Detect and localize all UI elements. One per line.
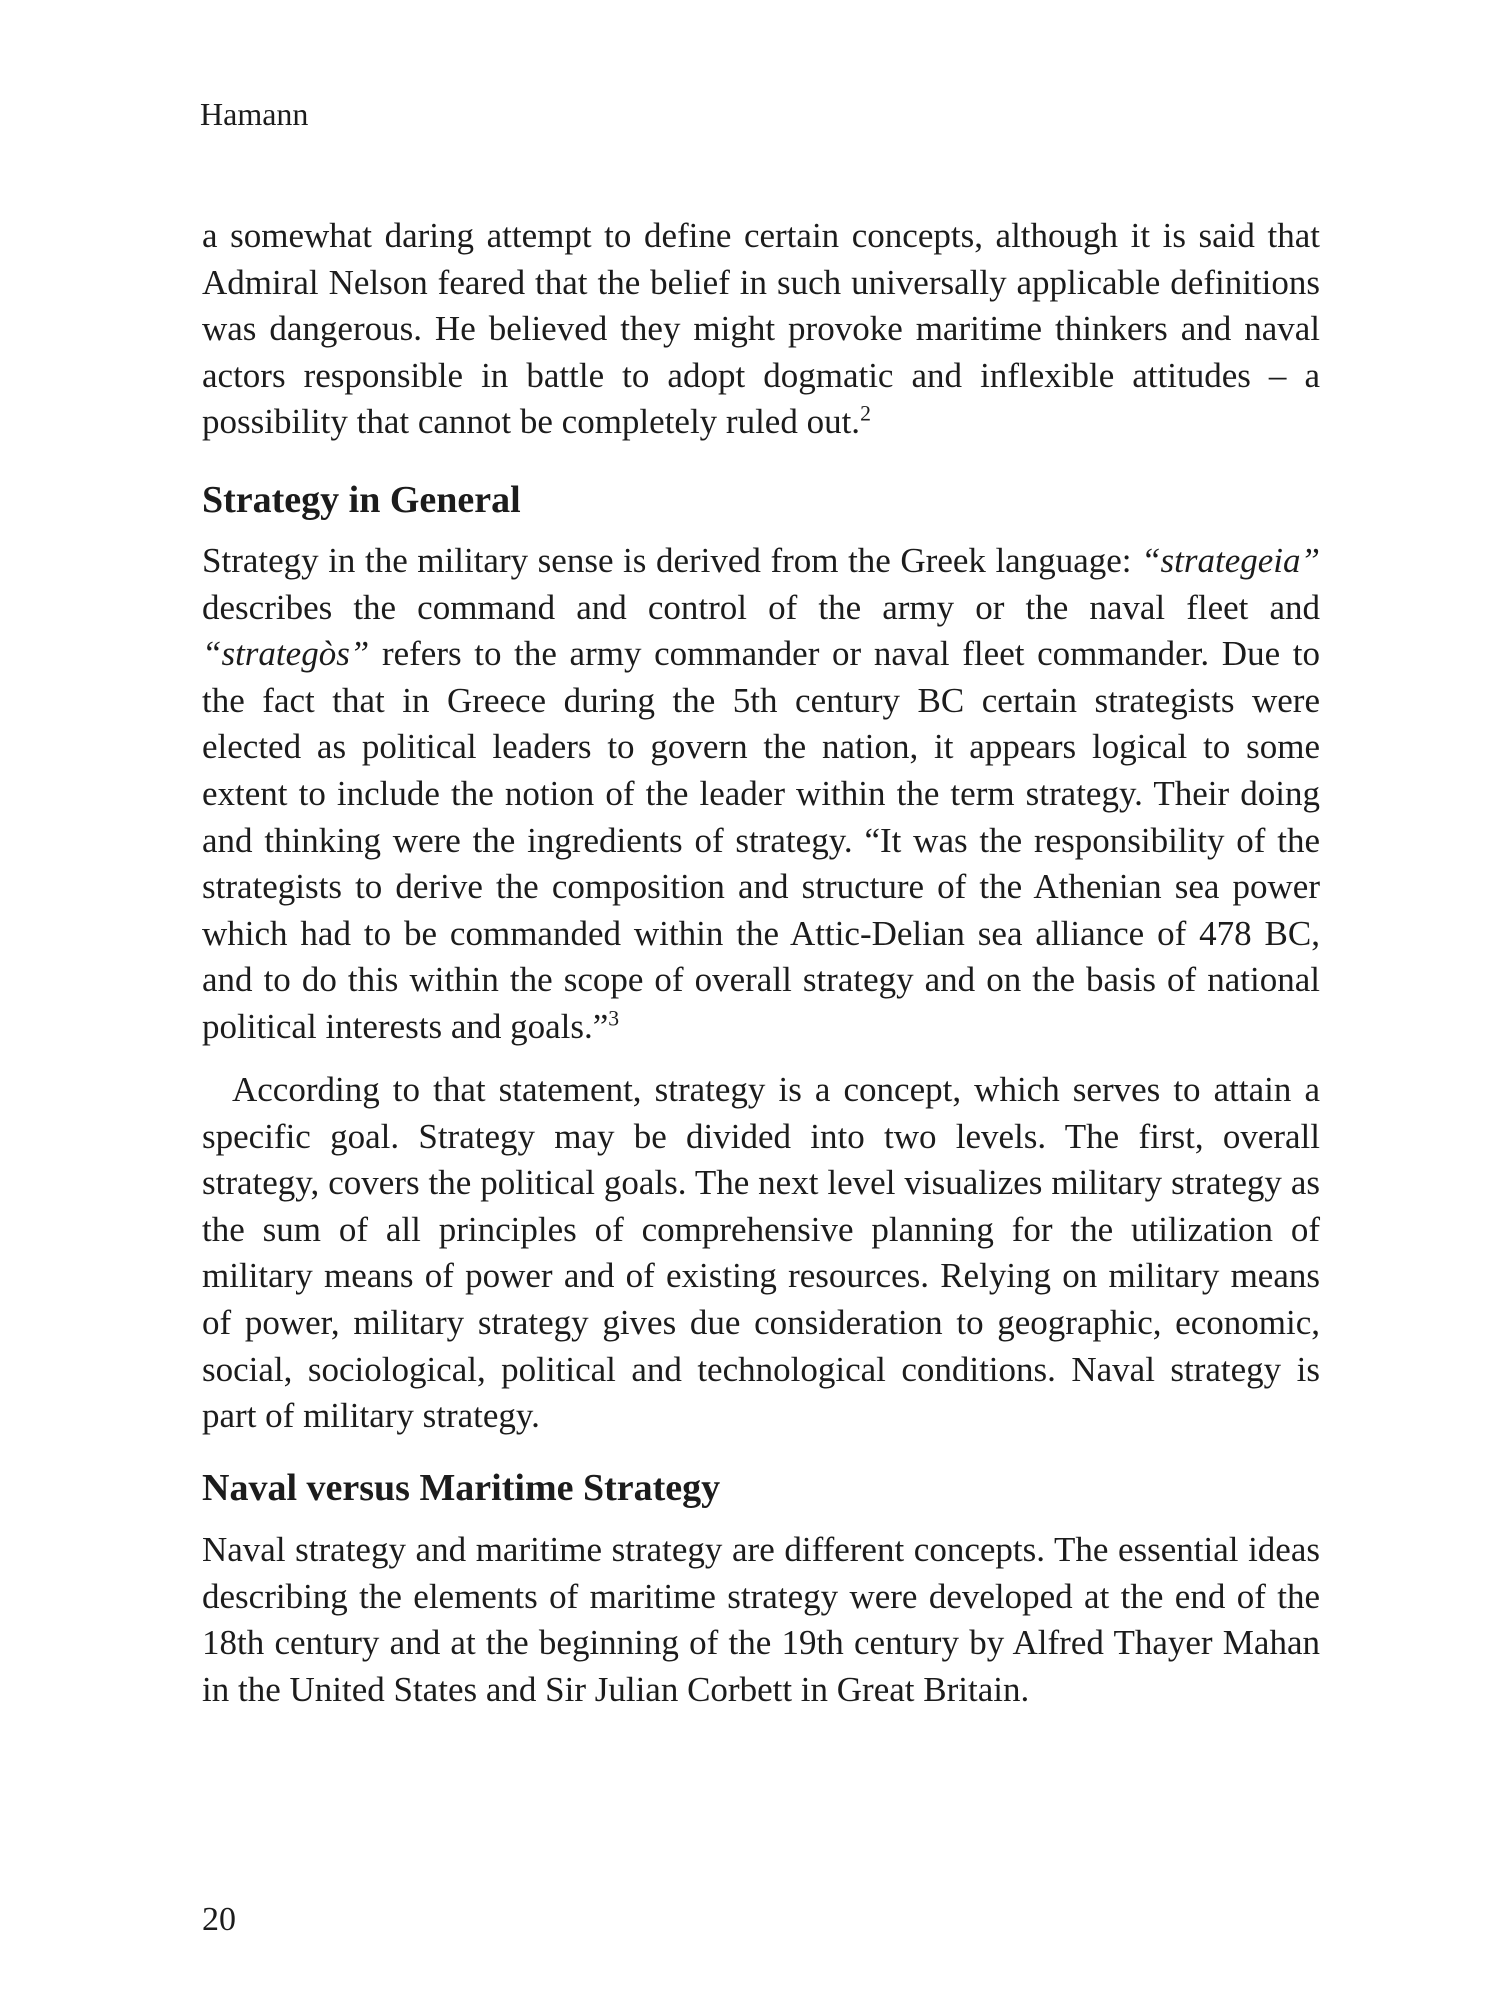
definition-text-part-3: refers to the army commander or naval fleet commander. Due to the fact that in Greece during the 5th century BC certain strategists were elected as political leaders to govern the nation, it appears logical to some extent to include the notion of the leader within the term strategy. Their doing and thinking were the ingredients of strategy. “It was the responsibility of the strategists to derive the composition and structure of the Athenian sea power which had to be commanded within the Attic-Delian sea alliance of 478 BC, and to do this within the scope of overall strategy and on the basis of national political interests and goals.” bbox=[202, 634, 1320, 1046]
footnote-marker: 3 bbox=[608, 1006, 620, 1031]
running-head: Hamann bbox=[200, 96, 309, 132]
page-number: 20 bbox=[202, 1901, 236, 1938]
greek-term-strategos: “strategòs” bbox=[202, 634, 370, 674]
paragraph-intro bbox=[202, 213, 1320, 446]
paragraph-intro-text: a somewhat daring attempt to define certain concepts, although it is said that Admiral Nelson feared that the belief in such universally applicable definitions was dangerous. He believed they might provoke maritime thinkers and naval actors responsible in battle to adopt dogmatic and inflexible attitudes – a possibility that cannot be completely ruled out. bbox=[202, 216, 1320, 442]
definition-text-part-1: Strategy in the military sense is derived from the Greek language: bbox=[202, 541, 1142, 580]
paragraph-strategy-levels: According to that statement, strategy is a concept, which serves to attain a specific goal. Strategy may be divided into two levels. The first, overall strategy, covers the political goals. The next level visualizes military strategy as the sum of all principles of comprehensive planning for the utilization of military means of power and of existing resources. Relying on military means of power, military strategy gives due consideration to geographic, economic, social, sociological, political and technological conditions. Naval strategy is part of military strategy. bbox=[202, 1070, 1320, 1436]
paragraph-strategy-definition bbox=[202, 538, 1320, 1051]
definition-text-part-2: describes the command and control of the army or the naval fleet and bbox=[202, 587, 1320, 627]
footnote-marker: 2 bbox=[860, 401, 871, 426]
section-heading-strategy-in-general: Strategy in General bbox=[202, 479, 521, 521]
paragraph-naval-maritime: Naval strategy and maritime strategy are different concepts. The essential ideas describing the elements of maritime strategy were developed at the end of the 18th century and at the beginning of the 19th century by Alfred Thayer Mahan in the United States and Sir Julian Corbett in Great Britain. bbox=[202, 1530, 1320, 1709]
section-heading-naval-versus-maritime: Naval versus Maritime Strategy bbox=[202, 1467, 721, 1509]
greek-term-strategeia: “strategeia” bbox=[1141, 541, 1320, 580]
